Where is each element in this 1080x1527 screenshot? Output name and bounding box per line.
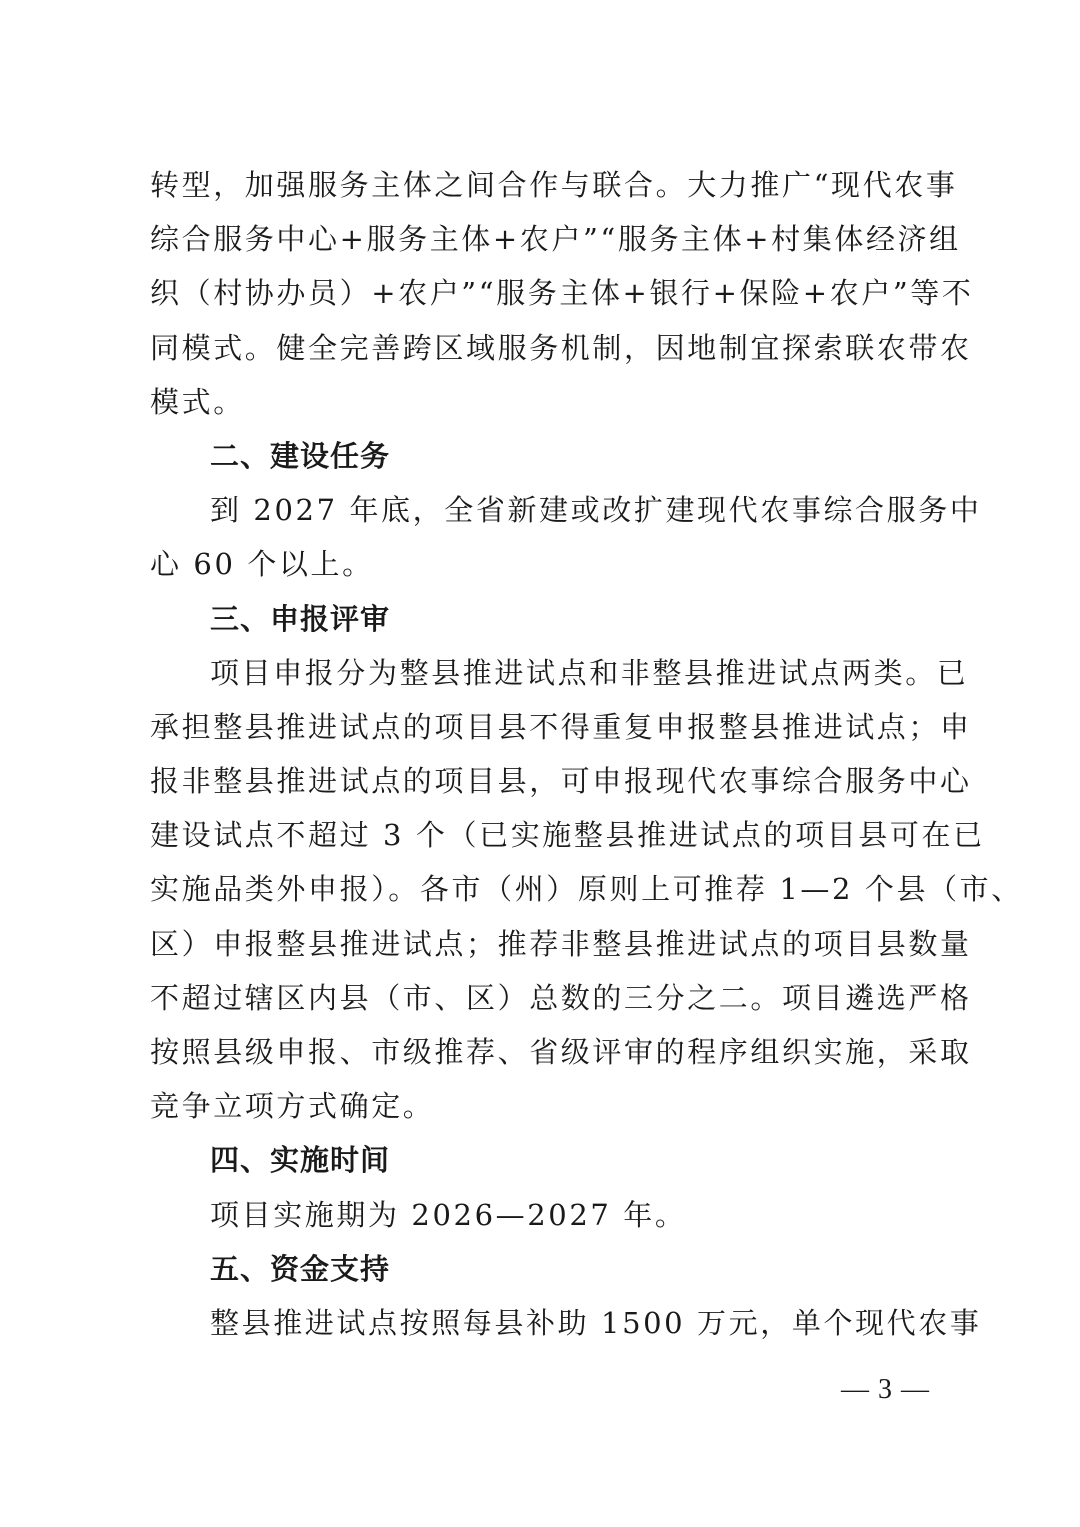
paragraph-line: 综合服务中心+服务主体+农户”“服务主体+村集体经济组	[150, 222, 961, 257]
section-heading-construction-tasks: 二、建设任务	[210, 438, 391, 473]
paragraph-line: 到 2027 年底，全省新建或改扩建现代农事综合服务中	[210, 493, 982, 528]
paragraph-line: 建设试点不超过 3 个（已实施整县推进试点的项目县可在已	[150, 818, 985, 853]
paragraph-line: 实施品类外申报）。各市（州）原则上可推荐 1—2 个县（市、	[150, 872, 1023, 907]
paragraph-line: 织（村协办员）+农户”“服务主体+银行+保险+农户”等不	[150, 276, 974, 311]
paragraph-line: 整县推进试点按照每县补助 1500 万元，单个现代农事	[210, 1305, 982, 1340]
paragraph-line: 项目实施期为 2026—2027 年。	[210, 1197, 687, 1232]
paragraph-line: 心 60 个以上。	[150, 547, 374, 582]
section-heading-application-review: 三、申报评审	[210, 601, 391, 636]
section-heading-implementation-time: 四、实施时间	[210, 1143, 391, 1178]
paragraph-line: 承担整县推进试点的项目县不得重复申报整县推进试点；申	[150, 709, 972, 744]
paragraph-line: 同模式。健全完善跨区域服务机制，因地制宜探索联农带农	[150, 330, 972, 365]
page-number: — 3 —	[841, 1374, 930, 1405]
document-body	[150, 158, 1023, 1350]
paragraph-line: 项目申报分为整县推进试点和非整县推进试点两类。已	[210, 655, 969, 690]
section-heading-funding-support: 五、资金支持	[210, 1251, 391, 1286]
paragraph-line: 报非整县推进试点的项目县，可申报现代农事综合服务中心	[150, 764, 972, 799]
paragraph-line: 按照县级申报、市级推荐、省级评审的程序组织实施，采取	[150, 1035, 972, 1069]
paragraph-line: 不超过辖区内县（市、区）总数的三分之二。项目遴选严格	[150, 980, 972, 1015]
paragraph-line: 竞争立项方式确定。	[150, 1089, 435, 1124]
paragraph-line: 模式。	[150, 384, 245, 419]
paragraph-line: 转型，加强服务主体之间合作与联合。大力推广“现代农事	[150, 168, 958, 202]
paragraph-line: 区）申报整县推进试点；推荐非整县推进试点的项目县数量	[150, 926, 972, 961]
